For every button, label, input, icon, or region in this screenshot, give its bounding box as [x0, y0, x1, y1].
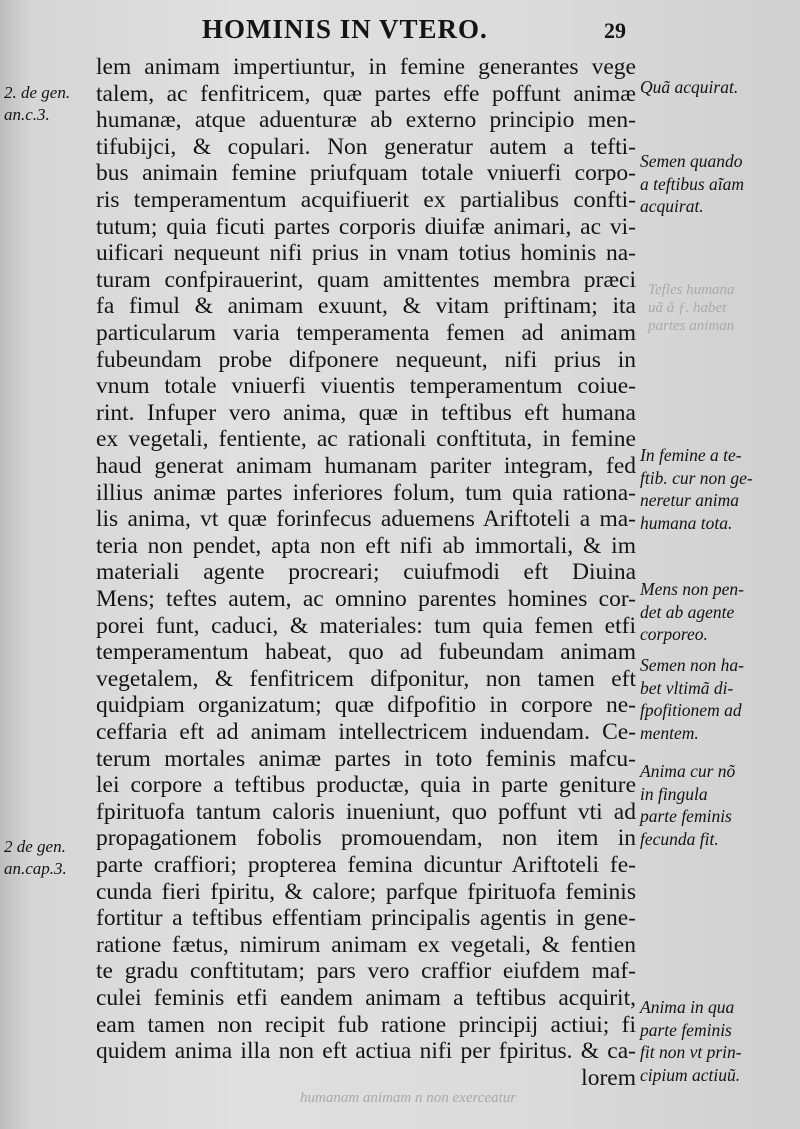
text-line: te gradu conftitutam; pars vero craffior eiufdem maf- [96, 958, 636, 985]
margin-note-line: parte feminis [640, 1019, 732, 1040]
right-margin-note [640, 654, 796, 744]
text-line: fa fimul & animam exuunt, & vitam priftinam; ita [96, 293, 636, 320]
text-line: humanæ, atque aduenturæ ab externo principio men- [96, 107, 636, 134]
margin-note-line: Semen quando [640, 151, 743, 171]
text-line: fortitur a teftibus effentiam principalis agentis in gene- [96, 905, 636, 932]
text-line: ex vegetali, fentiente, ac rationali conftituta, in femine [96, 426, 636, 453]
bleed-through-text: uã â ƒ. habet [648, 300, 727, 316]
text-line: teria non pendet, apta non eft nifi ab immortali, & im [96, 532, 636, 559]
margin-note-line: an.cap.3. [4, 859, 67, 878]
margin-note-line: ftib. cur non ge- [640, 467, 753, 488]
text-line: lis anima, vt quæ forinfecus aduemens Ariftoteli a ma- [96, 506, 636, 533]
text-line: particularum varia temperamenta femen ad animam [96, 320, 636, 346]
text-line: propagationem fobolis promouendam, non item in [96, 825, 636, 852]
text-line: lei corpore a teftibus productæ, quia in parte geniture [96, 772, 636, 799]
text-line: temperamentum habeat, quo ad fubeundam animam [96, 639, 636, 666]
text-line: vnum totale vniuerfi viuentis temperamentum coiue- [96, 373, 636, 400]
text-line: porei funt, caduci, & materiales: tum quia femen etfi [96, 612, 636, 639]
margin-note-line: mentem. [640, 722, 699, 743]
margin-note-line: parte feminis [640, 806, 732, 826]
margin-note-line: 2. de gen. [4, 83, 71, 102]
right-margin-note [640, 76, 796, 99]
margin-note-line: corporeo. [640, 624, 708, 644]
text-line: terum mortales animæ partes in toto feminis mafcu- [96, 745, 636, 772]
text-line: uificari nequeunt nifi prius in vnam totius hominis na- [96, 240, 636, 267]
text-line: cunda fieri fpiritu, & calore; parfque fpirituofa feminis [96, 878, 636, 905]
text-line: eam tamen non recipit fub ratione principij actiui; fi [96, 1011, 636, 1038]
text-line: haud generat animam humanam pariter integram, fed [96, 453, 636, 479]
text-line: lem animam impertiuntur, in femine generantes vege [96, 54, 636, 80]
right-margin-note [640, 444, 796, 534]
running-head [0, 6, 800, 46]
margin-note-line: an.c.3. [4, 105, 50, 124]
text-line: fubeundam probe difponere nequeunt, nifi prius in [96, 346, 636, 373]
margin-note-line: Anima cur nõ [640, 761, 736, 781]
text-line: Mens; teftes autem, ac omnino parentes homines cor- [96, 586, 636, 612]
margin-note-line: Mens non pen- [640, 579, 745, 599]
text-line: illius animæ partes inferiores folum, tum quia rationa- [96, 479, 636, 506]
right-margin-note [640, 150, 796, 218]
text-line: materiali agente procreari; cuiufmodi eft Diuina [96, 559, 636, 586]
text-line: vegetalem, & fenfitricem difponitur, non tamen eft [96, 665, 636, 692]
text-line: lorem [581, 1064, 636, 1091]
text-line: quidpiam organizatum; quæ difpofitio in corpore ne- [96, 692, 636, 719]
text-line: tifubijci, & copulari. Non generatur autem a tefti- [96, 133, 636, 160]
margin-note-line: neretur anima [640, 490, 739, 510]
margin-note-line: bet vltimã di- [640, 677, 734, 698]
running-title: HOMINIS IN VTERO. [202, 14, 488, 44]
left-margin-note [4, 82, 92, 126]
margin-note-line: in fingula [640, 783, 708, 804]
text-line: turam confpirauerint, quam amittentes membra præci [96, 266, 636, 293]
text-line: parte craffiori; propterea femina dicuntur Ariftoteli fe- [96, 852, 636, 878]
margin-note-line: fecunda fit. [640, 828, 719, 849]
bleed-through-text: humanam animam n non exerceatur [300, 1090, 517, 1106]
bleed-through-text: partes animan [648, 318, 735, 334]
text-line: talem, ac fenfitricem, quæ partes effe poffunt animæ [96, 80, 636, 107]
right-margin-note [640, 996, 796, 1086]
text-line: ris temperamentum acquifiuerit ex partialibus confti- [96, 187, 636, 213]
margin-note-line: det ab agente [640, 601, 735, 622]
text-line: ceffaria eft ad animam intellectricem induendam. Ce- [96, 719, 636, 745]
text-line: culei feminis etfi eandem animam a teftibus acquirit, [96, 985, 636, 1011]
margin-note-line: Anima in qua [640, 997, 735, 1017]
bleed-through-text: Tefles humana [648, 282, 735, 298]
margin-note-line: fit non vt prin- [640, 1042, 742, 1062]
page-number: 29 [604, 18, 626, 43]
text-line: bus animain femine priufquam totale vniuerfi corpo- [96, 160, 636, 187]
margin-note-line: 2 de gen. [4, 837, 66, 856]
margin-note-line: fpofitionem ad [640, 700, 742, 720]
margin-note-line: Quã acquirat. [640, 77, 739, 97]
margin-note-line: cipium actiuũ. [640, 1064, 741, 1085]
text-line: quidem anima illa non eft actiua nifi per fpiritus. & ca- [96, 1038, 636, 1065]
margin-note-line: Semen non ha- [640, 655, 745, 675]
margin-note-line: acquirat. [640, 196, 704, 216]
text-line: tutum; quia ficuti partes corporis diuifæ animari, ac vi- [96, 213, 636, 240]
left-margin-note [4, 836, 92, 880]
text-line: fpirituofa tantum caloris inueniunt, quo poffunt vti ad [96, 798, 636, 825]
margin-note-line: a teftibus aĩam [640, 173, 745, 194]
text-line: ratione fætus, nimirum animam ex vegetali, & fentien [96, 931, 636, 958]
right-margin-note [640, 760, 796, 850]
right-margin-note [640, 578, 796, 646]
margin-note-line: humana tota. [640, 512, 733, 533]
text-line: rint. Infuper vero anima, quæ in teftibus eft humana [96, 399, 636, 426]
margin-note-line: In femine a te- [640, 445, 742, 465]
